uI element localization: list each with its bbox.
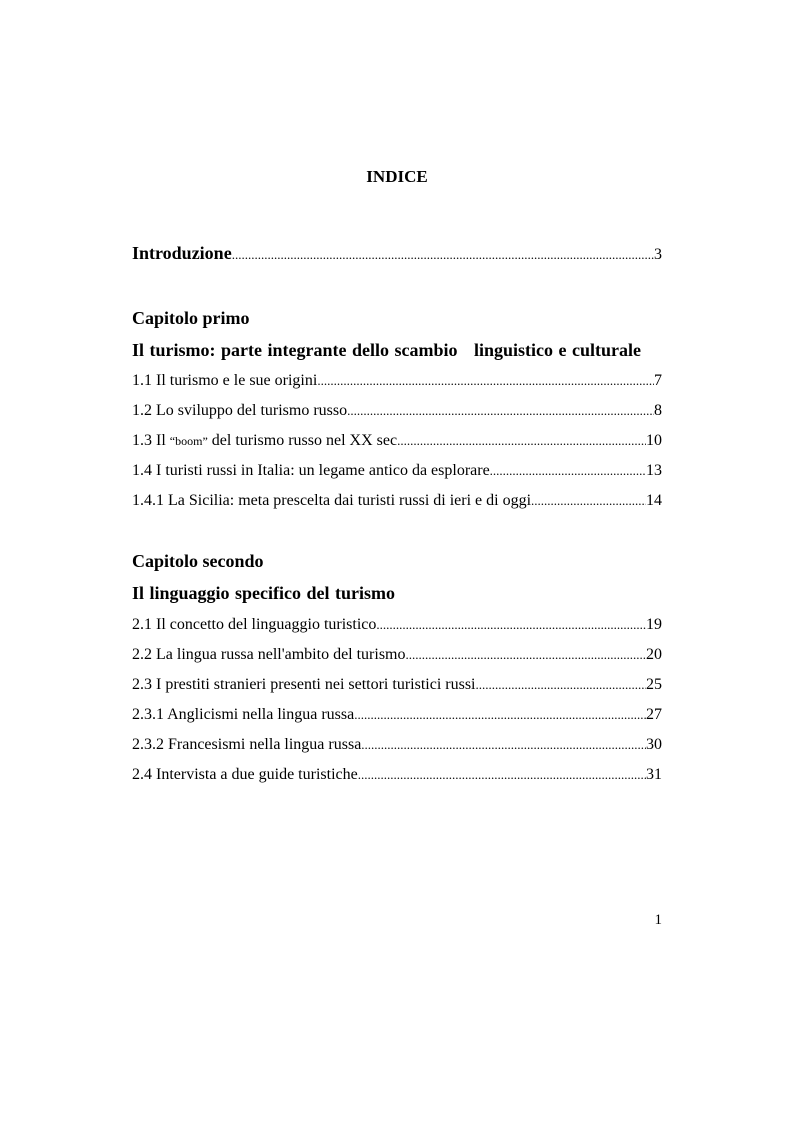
toc-entry-2-3-1[interactable]: [132, 704, 662, 726]
toc-leader-dots: [490, 460, 646, 482]
page-number: 1: [654, 912, 662, 928]
toc-entry-label: 1.4 I turisti russi in Italia: un legame antico da esplorare: [132, 462, 490, 479]
toc-entry-introduction[interactable]: [132, 241, 662, 267]
toc-entry-label-suffix: del turismo russo nel XX sec: [211, 432, 398, 449]
toc-entry-1-2[interactable]: [132, 400, 662, 422]
toc-entry-label: 2.1 Il concetto del linguaggio turistico: [132, 616, 377, 633]
toc-leader-dots: [376, 614, 646, 636]
toc-entry-page: 3: [654, 246, 662, 263]
toc-entry-page: 20: [646, 646, 662, 663]
page-title: INDICE: [366, 167, 428, 186]
toc-entry-2-3-2[interactable]: [132, 734, 662, 756]
toc-leader-dots: [317, 370, 654, 392]
toc-entry-label: [132, 430, 397, 452]
toc-entry-label-quoted: “boom”: [169, 434, 208, 448]
toc-entry-2-2[interactable]: [132, 644, 662, 666]
toc-leader-dots: [475, 674, 646, 696]
toc-entry-label: 2.3 I prestiti stranieri presenti nei settori turistici russi: [132, 676, 476, 693]
chapter-2-title: Il linguaggio specifico del turismo: [132, 583, 396, 603]
toc-entry-label: Introduzione: [132, 243, 232, 263]
toc-leader-dots: [397, 430, 646, 452]
toc-leader-dots: [531, 490, 646, 512]
toc-entry-page: 7: [654, 372, 662, 389]
toc-entry-label: 1.2 Lo sviluppo del turismo russo: [132, 402, 348, 419]
chapter-1-title: Il turismo: parte integrante dello scambio linguistico e culturale: [132, 340, 641, 360]
toc-leader-dots: [354, 704, 646, 726]
toc-leader-dots: [361, 734, 646, 756]
toc-entry-label: 1.4.1 La Sicilia: meta prescelta dai turisti russi di ieri e di oggi: [132, 492, 532, 509]
toc-entry-page: 30: [646, 736, 662, 753]
toc-entry-label: 2.2 La lingua russa nell'ambito del turismo: [132, 646, 406, 663]
toc-entry-2-3[interactable]: [132, 674, 662, 696]
toc-entry-label-prefix: 1.3 Il: [132, 432, 166, 449]
toc-entry-page: 13: [646, 462, 662, 479]
toc-entry-label: 2.3.2 Francesismi nella lingua russa: [132, 736, 362, 753]
chapter-2-heading: Capitolo secondo: [132, 551, 264, 571]
toc-entry-page: 19: [646, 616, 662, 633]
toc-entry-page: 8: [654, 402, 662, 419]
toc-entry-2-4[interactable]: [132, 764, 662, 786]
toc-leader-dots: [358, 764, 646, 786]
toc-entry-page: 14: [646, 492, 662, 509]
toc-entry-page: 25: [646, 676, 662, 693]
toc-entry-1-1[interactable]: [132, 370, 662, 392]
toc-entry-1-3[interactable]: [132, 430, 662, 452]
toc-entry-page: 27: [646, 706, 662, 723]
toc-entry-label: 2.3.1 Anglicismi nella lingua russa: [132, 706, 355, 723]
toc-entry-2-1[interactable]: [132, 614, 662, 636]
toc-entry-1-4-1[interactable]: [132, 490, 662, 512]
chapter-1-heading: Capitolo primo: [132, 308, 250, 328]
toc-leader-dots: [347, 400, 654, 422]
toc-entry-page: 10: [646, 432, 662, 449]
toc-entry-1-4[interactable]: [132, 460, 662, 482]
toc-leader-dots: [406, 644, 647, 666]
toc-entry-label: 2.4 Intervista a due guide turistiche: [132, 766, 358, 783]
toc-entry-label: 1.1 Il turismo e le sue origini: [132, 372, 318, 389]
toc-entry-page: 31: [646, 766, 662, 783]
toc-leader-dots: [232, 243, 654, 267]
